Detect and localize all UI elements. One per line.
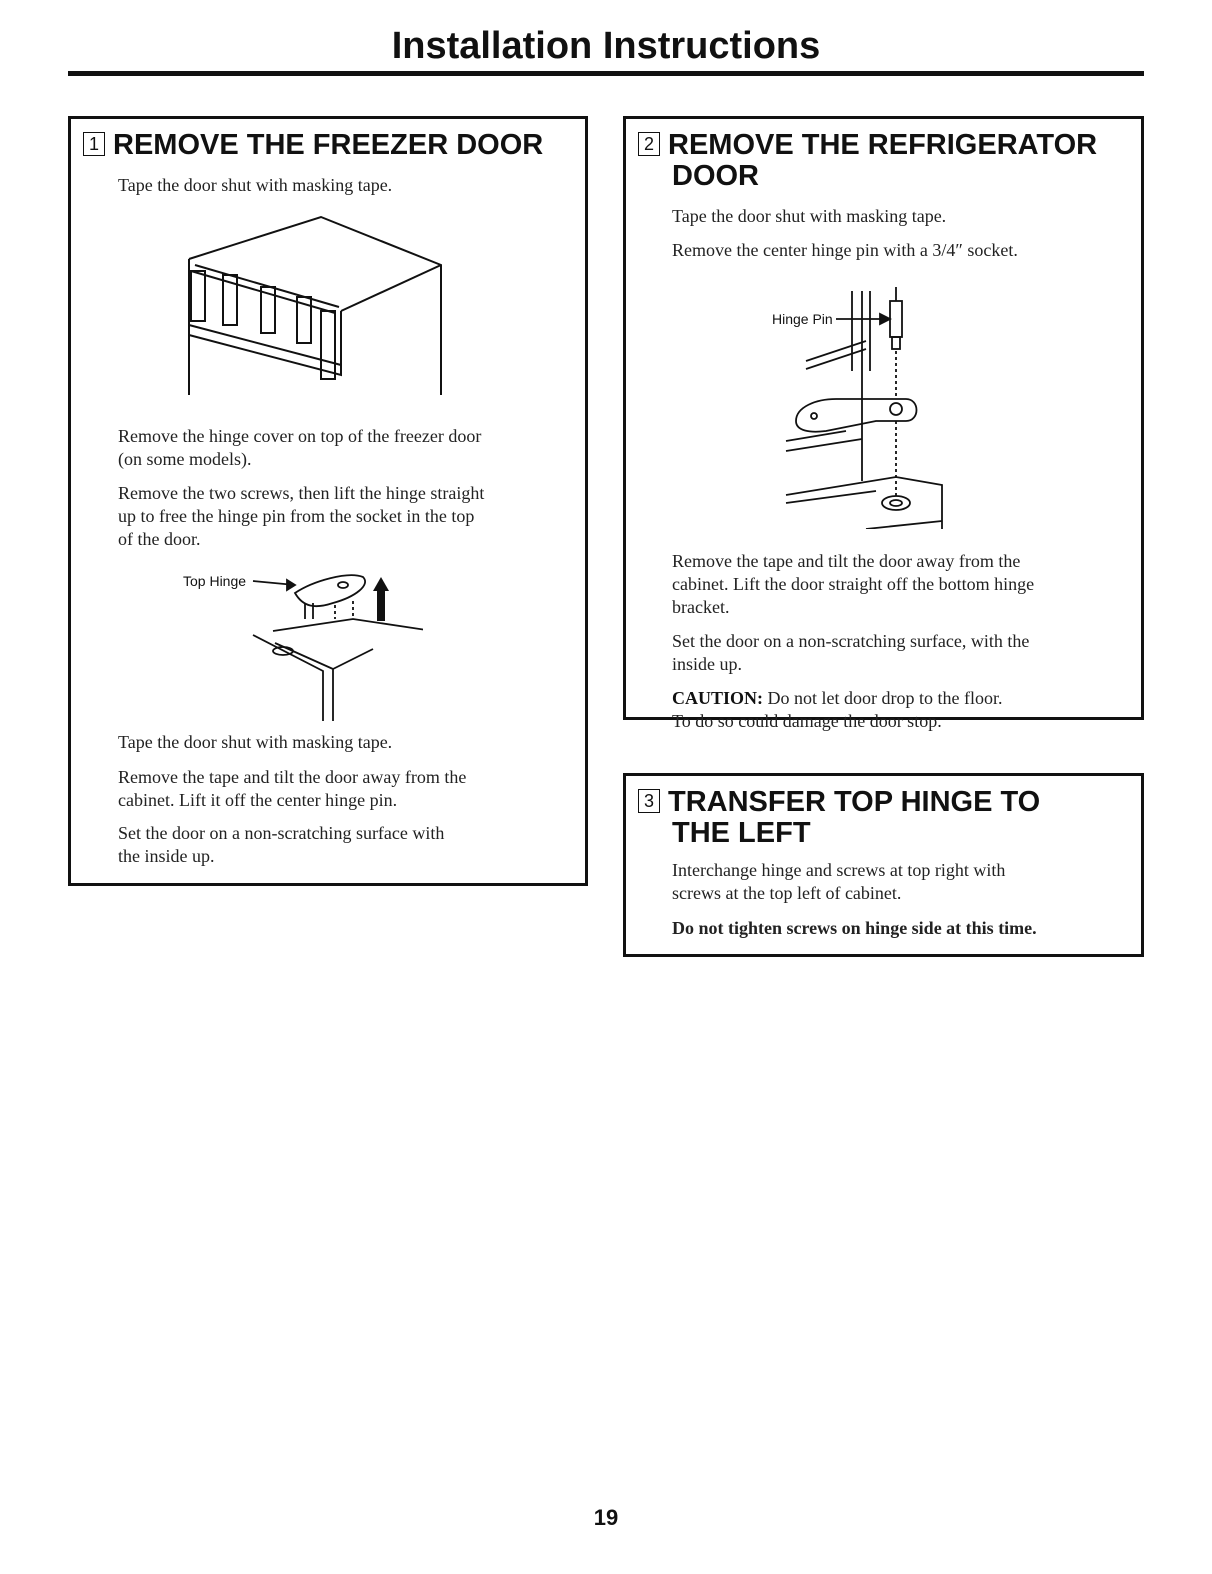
step-1-text-5-line-2: cabinet. Lift it off the center hinge pin. bbox=[118, 790, 398, 810]
title-rule bbox=[68, 71, 1144, 76]
step-2-text-3-line-3: bracket. bbox=[672, 597, 730, 617]
caution-line-1: Do not let door drop to the floor. bbox=[767, 688, 1003, 708]
step-2-text-3-line-2: cabinet. Lift the door straight off the bottom hinge bbox=[672, 574, 1035, 594]
step-1-text-5 bbox=[118, 766, 466, 812]
step-1-panel bbox=[68, 116, 588, 886]
page-title: Installation Instructions bbox=[391, 25, 821, 67]
step-2-text-4-line-2: inside up. bbox=[672, 654, 742, 674]
step-3-panel bbox=[623, 773, 1144, 957]
step-1-heading-text: REMOVE THE FREEZER DOOR bbox=[113, 129, 544, 161]
step-1-text-3-line-1: Remove the two screws, then lift the hinge straight bbox=[118, 483, 485, 503]
top-hinge-illustration bbox=[183, 571, 423, 731]
step-2-text-1: Tape the door shut with masking tape. bbox=[672, 206, 947, 226]
top-hinge-drawing bbox=[183, 571, 423, 731]
step-1-text-6-line-2: the inside up. bbox=[118, 846, 215, 866]
top-hinge-label: Top Hinge bbox=[183, 573, 247, 589]
step-2-text-4-line-1: Set the door on a non-scratching surface, with the bbox=[672, 631, 1030, 651]
step-1-heading bbox=[83, 130, 543, 161]
step-2-heading-line-1: REMOVE THE REFRIGERATOR bbox=[668, 129, 1098, 161]
step-1-text-2 bbox=[118, 425, 481, 471]
page-number: 19 bbox=[593, 1505, 619, 1530]
step-2-text-2: Remove the center hinge pin with a 3/4″ socket. bbox=[672, 240, 1018, 260]
step-1-text-6-line-1: Set the door on a non-scratching surface with bbox=[118, 823, 445, 843]
step-1-text-2-line-1: Remove the hinge cover on top of the freezer door bbox=[118, 426, 482, 446]
step-2-text-3-line-1: Remove the tape and tilt the door away from the bbox=[672, 551, 1021, 571]
step-3-text-1-line-2: screws at the top left of cabinet. bbox=[672, 883, 902, 903]
step-1-text-3-line-2: up to free the hinge pin from the socket in the top bbox=[118, 506, 475, 526]
hinge-pin-label: Hinge Pin bbox=[772, 311, 833, 327]
step-1-text-4: Tape the door shut with masking tape. bbox=[118, 732, 393, 752]
step-3-text-1-line-1: Interchange hinge and screws at top right with bbox=[672, 860, 1006, 880]
step-1-text-1: Tape the door shut with masking tape. bbox=[118, 175, 393, 195]
step-1-text-3 bbox=[118, 482, 484, 551]
step-2-number: 2 bbox=[638, 132, 660, 156]
step-2-text-3 bbox=[672, 550, 1034, 619]
freezer-door-taped-illustration bbox=[171, 215, 461, 405]
step-2-heading-line-2: DOOR bbox=[672, 160, 759, 192]
step-3-number: 3 bbox=[638, 789, 660, 813]
step-2-panel bbox=[623, 116, 1144, 731]
step-2-heading bbox=[638, 130, 1097, 192]
hinge-pin-drawing bbox=[766, 281, 1006, 529]
hinge-pin-illustration bbox=[766, 281, 1006, 529]
step-3-text-1 bbox=[672, 859, 1005, 905]
step-3-heading-line-1: TRANSFER TOP HINGE TO bbox=[668, 786, 1041, 818]
caution-label: CAUTION: bbox=[672, 688, 764, 708]
step-3-heading-line-2: THE LEFT bbox=[672, 817, 811, 849]
step-1-text-2-line-2: (on some models). bbox=[118, 449, 252, 469]
step-1-text-5-line-1: Remove the tape and tilt the door away from the bbox=[118, 767, 467, 787]
step-3-text-2: Do not tighten screws on hinge side at this time. bbox=[672, 918, 1037, 938]
step-3-heading bbox=[638, 787, 1040, 849]
step-1-text-6 bbox=[118, 822, 444, 868]
step-2-text-4 bbox=[672, 630, 1029, 676]
step-2-caution bbox=[672, 687, 1002, 733]
step-1-text-3-line-3: of the door. bbox=[118, 529, 201, 549]
step-1-number: 1 bbox=[83, 132, 105, 156]
caution-line-2: To do so could damage the door stop. bbox=[672, 711, 942, 731]
